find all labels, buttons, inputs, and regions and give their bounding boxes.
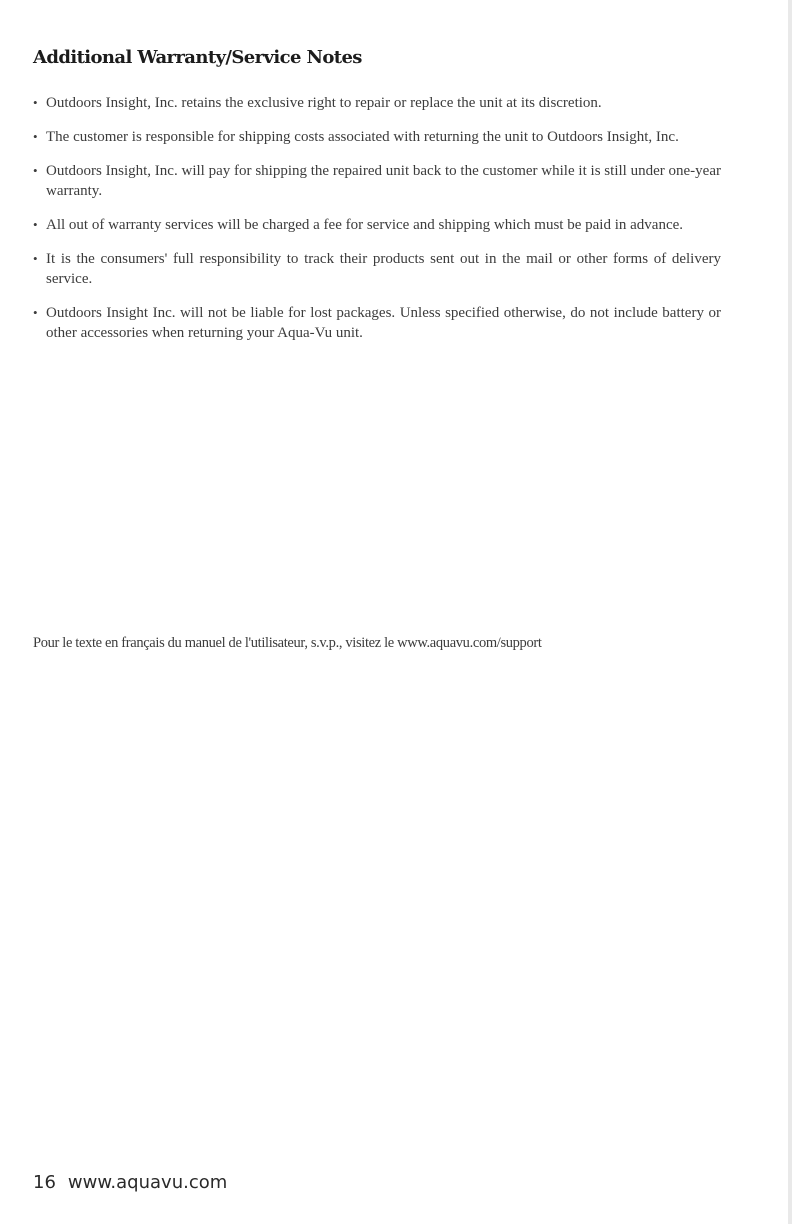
list-item — [33, 249, 721, 289]
footer-url: www.aquavu.com — [67, 1172, 228, 1193]
list-item — [33, 127, 721, 147]
french-manual-note: Pour le texte en français du manuel de l'utilisateur, s.v.p., visitez le www.aquavu.com/support — [33, 635, 542, 651]
list-item — [33, 303, 721, 343]
bullet-icon: • — [33, 217, 38, 232]
bullet-icon: • — [33, 163, 38, 178]
section-heading: Additional Warranty/Service Notes — [33, 47, 362, 68]
page-footer — [33, 1172, 227, 1193]
note-text: Outdoors Insight, Inc. will pay for shipping the repaired unit back to the customer while it is still under one-year warranty. — [46, 163, 721, 199]
warranty-notes-list — [33, 93, 721, 357]
page-number: 16 — [33, 1172, 56, 1193]
list-item — [33, 161, 721, 201]
note-text: It is the consumers' full responsibility to track their products sent out in the mail or other forms of delivery service. — [46, 251, 721, 287]
list-item — [33, 215, 721, 235]
bullet-icon: • — [33, 129, 38, 144]
note-text: All out of warranty services will be charged a fee for service and shipping which must be paid in advance. — [46, 217, 684, 233]
note-text: The customer is responsible for shipping costs associated with returning the unit to Outdoors Insight, Inc. — [46, 129, 679, 145]
note-text: Outdoors Insight Inc. will not be liable for lost packages. Unless specified otherwise, do not include battery or other accessories when returning your Aqua-Vu unit. — [46, 305, 721, 341]
bullet-icon: • — [33, 305, 38, 320]
list-item — [33, 93, 721, 113]
bullet-icon: • — [33, 95, 38, 110]
note-text: Outdoors Insight, Inc. retains the exclusive right to repair or replace the unit at its discretion. — [46, 95, 602, 111]
bullet-icon: • — [33, 251, 38, 266]
page-edge-shadow — [788, 0, 792, 1224]
